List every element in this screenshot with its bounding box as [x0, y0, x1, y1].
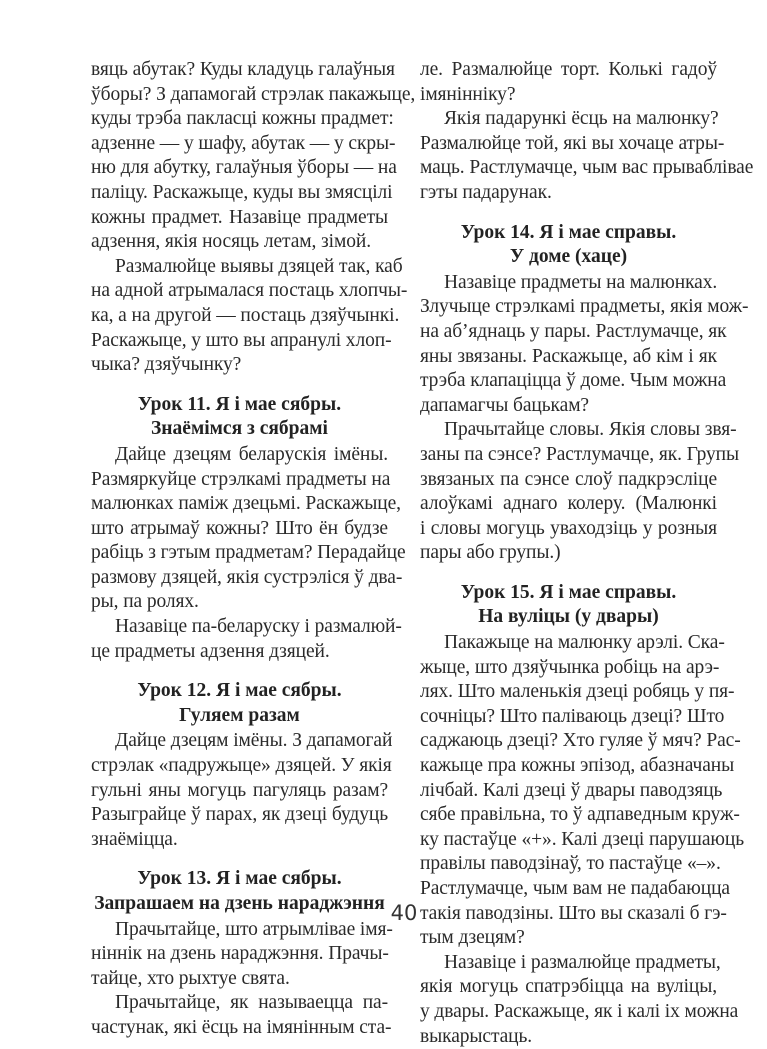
text-line: Раскажыце, у што вы апранулі хлоп- — [91, 329, 392, 351]
lesson-14-section — [420, 221, 749, 566]
text-line: алоўкамі аднаго колеру. (Малюнкі — [420, 493, 717, 515]
lesson-13-continued-section — [420, 58, 754, 206]
paragraph — [420, 58, 717, 107]
text-line: якія могуць спатрэбіцца на вуліцы, — [420, 976, 717, 998]
text-line: у двары. Раскажыце, як і калі іх можна — [420, 1000, 739, 1022]
text-line: звязаных па сэнсе слоў падкрэсліце — [420, 468, 717, 490]
text-line: на аб’яднаць у пары. Растлумачце, як — [420, 320, 727, 342]
lesson-11-heading — [91, 393, 388, 442]
paragraph — [91, 443, 406, 615]
text-line: выкарыстаць. — [420, 1025, 533, 1047]
text-line: ніннік на дзень нараджэння. Прачы- — [91, 943, 389, 965]
text-line: кажыце пра кожны эпізод, абазначаны — [420, 755, 735, 777]
text-line: паліцу. Раскажыце, куды вы змясцілі — [91, 181, 393, 203]
paragraph — [91, 991, 392, 1040]
text-line: правілы паводзінаў, то пастаўце «–». — [420, 853, 721, 875]
text-line: трэба клапаціцца ў доме. Чым можна — [420, 370, 727, 392]
text-line: Растлумачце, чым вам не падабаюцца — [420, 878, 730, 899]
text-line: рабіць з гэтым прадметам? Перадайце — [91, 542, 406, 564]
text-line: стрэлак «падружыце» дзяцей. У якія — [91, 755, 392, 777]
text-line: куды трэба пакласці кожны прадмет: — [91, 108, 394, 130]
text-line: сочніцы? Што паліваюць дзеці? Што — [420, 705, 725, 727]
text-line: пары або групы.) — [420, 542, 561, 564]
lesson-15-section — [420, 581, 744, 1049]
lesson-14-heading — [420, 221, 717, 270]
text-line: Дайце дзецям імёны. З дапамогай — [115, 730, 393, 752]
text-line: тайце, хто рыхтуе свята. — [91, 967, 290, 989]
text-line: адзення, якія носяць летам, зімой. — [91, 231, 371, 253]
lesson-subtitle-line: Запрашаем на дзень нараджэння — [94, 893, 385, 914]
text-line: такія паводзіны. Што вы сказалі б гэ- — [420, 902, 727, 924]
text-line: чыка? дзяўчынку? — [91, 354, 242, 376]
text-line: ўборы? З дапамогай стрэлак пакажыце, — [91, 83, 416, 105]
paragraph — [420, 271, 749, 419]
text-line: адзенне — у шафу, абутак — у скры- — [91, 132, 396, 154]
text-line: Назавіце і размалюйце прадметы, — [444, 951, 721, 973]
lesson-12-heading — [91, 679, 388, 728]
text-line: знаёміцца. — [91, 828, 178, 850]
lesson-subtitle-line: Знаёмімся з сябрамі — [151, 418, 328, 440]
lesson-15-heading — [420, 581, 717, 630]
text-line: малюнках паміж дзецьмі. Раскажыце, — [91, 493, 401, 515]
text-line: лічбай. Калі дзеці ў двары паводзяць — [420, 779, 723, 801]
text-line: Разыграйце ў парах, як дзеці будуць — [91, 804, 388, 826]
text-line: ка, а на другой — постаць дзяўчынкі. — [91, 304, 400, 326]
text-line: ры, па ролях. — [91, 591, 199, 613]
paragraph — [420, 107, 754, 205]
lesson-13-section — [91, 867, 393, 1040]
text-line: частунак, які ёсць на імянінным ста- — [91, 1016, 392, 1038]
lesson-title-line: Урок 11. Я і мае сябры. — [137, 393, 342, 415]
paragraph — [420, 418, 739, 566]
paragraph — [91, 58, 416, 255]
text-line: размову дзяцей, якія сустрэліся ў два- — [91, 566, 403, 588]
page-number: 40 — [390, 901, 418, 925]
text-line: ле. Размалюйце торт. Колькі гадоў — [420, 59, 717, 80]
text-line: дапамагчы бацькам? — [420, 394, 589, 416]
lesson-title-line: Урок 12. Я і мае сябры. — [137, 680, 342, 702]
text-line: Пакажыце на малюнку арэлі. Ска- — [444, 632, 725, 654]
paragraph — [91, 918, 393, 992]
text-line: гульні яны могуць пагуляць разам? — [91, 779, 388, 801]
lesson-subtitle-line: У доме (хаце) — [509, 246, 628, 268]
lesson-subtitle-line: Гуляем разам — [179, 704, 300, 726]
text-line: Прачытайце, што атрымлівае імя- — [115, 918, 393, 940]
lesson-12-section — [91, 679, 393, 852]
text-line: імяніннiку? — [420, 83, 516, 105]
paragraph — [91, 615, 402, 664]
lesson-11-section — [91, 393, 406, 665]
text-line: на адной атрымалася постаць хлопчы- — [91, 280, 408, 302]
text-line: це прадметы адзення дзяцей. — [91, 640, 330, 662]
text-line: Размяркуйце стрэлкамі прадметы на — [91, 468, 391, 490]
text-line: Прачытайце словы. Якія словы звя- — [444, 419, 737, 441]
text-line: саджаюць дзеці? Хто гуляе ў мяч? Рас- — [420, 730, 741, 752]
text-line: Назавіце па-беларуску і размалюй- — [115, 616, 402, 638]
lesson-title-line: Урок 14. Я і мае справы. — [460, 221, 677, 243]
text-line: Назавіце прадметы на малюнках. — [444, 271, 718, 293]
text-line: маць. Растлумачце, чым вас прываблівае — [420, 157, 754, 179]
lesson-subtitle-line: На вуліцы (у двары) — [478, 606, 659, 628]
text-line: кожны прадмет. Назавіце прадметы — [91, 206, 388, 228]
text-line: ню для абутку, галаўныя ўборы — на — [91, 157, 397, 179]
text-line: яны звязаны. Раскажыце, аб кім і як — [420, 345, 717, 367]
text-line: Размалюйце той, які вы хочаце атры- — [420, 132, 725, 154]
text-line: жыце, што дзяўчынка робіць на арэ- — [420, 656, 720, 678]
text-line: гэты падарунак. — [420, 181, 552, 203]
text-line: што атрымаў кожны? Што ён будзе — [91, 517, 388, 539]
text-line: Размалюйце выявы дзяцей так, каб — [115, 255, 403, 277]
text-line: сябе правільна, то ў адпаведным круж- — [420, 804, 740, 826]
text-line: Злучыце стрэлкамі прадметы, якія мож- — [420, 296, 749, 318]
lesson-title-line: Урок 15. Я і мае справы. — [460, 581, 677, 603]
text-line: і словы могуць уваходзіць у розныя — [420, 517, 717, 539]
text-line: ку пастаўце «+». Калі дзеці парушаюць — [420, 828, 744, 850]
intro-section — [91, 58, 416, 378]
text-line: тым дзецям? — [420, 927, 525, 949]
text-line: вяць абутак? Куды кладуць галаўныя — [91, 59, 395, 80]
text-line: лях. Што маленькія дзеці робяць у пя- — [420, 681, 735, 703]
text-line: заны па сэнсе? Растлумачце, як. Групы — [420, 443, 739, 465]
text-line: Дайце дзецям беларускія імёны. — [115, 443, 388, 465]
paragraph — [91, 255, 408, 378]
paragraph — [91, 729, 393, 852]
lesson-title-line: Урок 13. Я і мае сябры. — [137, 868, 342, 890]
text-line: Прачытайце, як называецца па- — [115, 992, 388, 1014]
text-line: Якія падарункі ёсць на малюнку? — [444, 108, 719, 130]
